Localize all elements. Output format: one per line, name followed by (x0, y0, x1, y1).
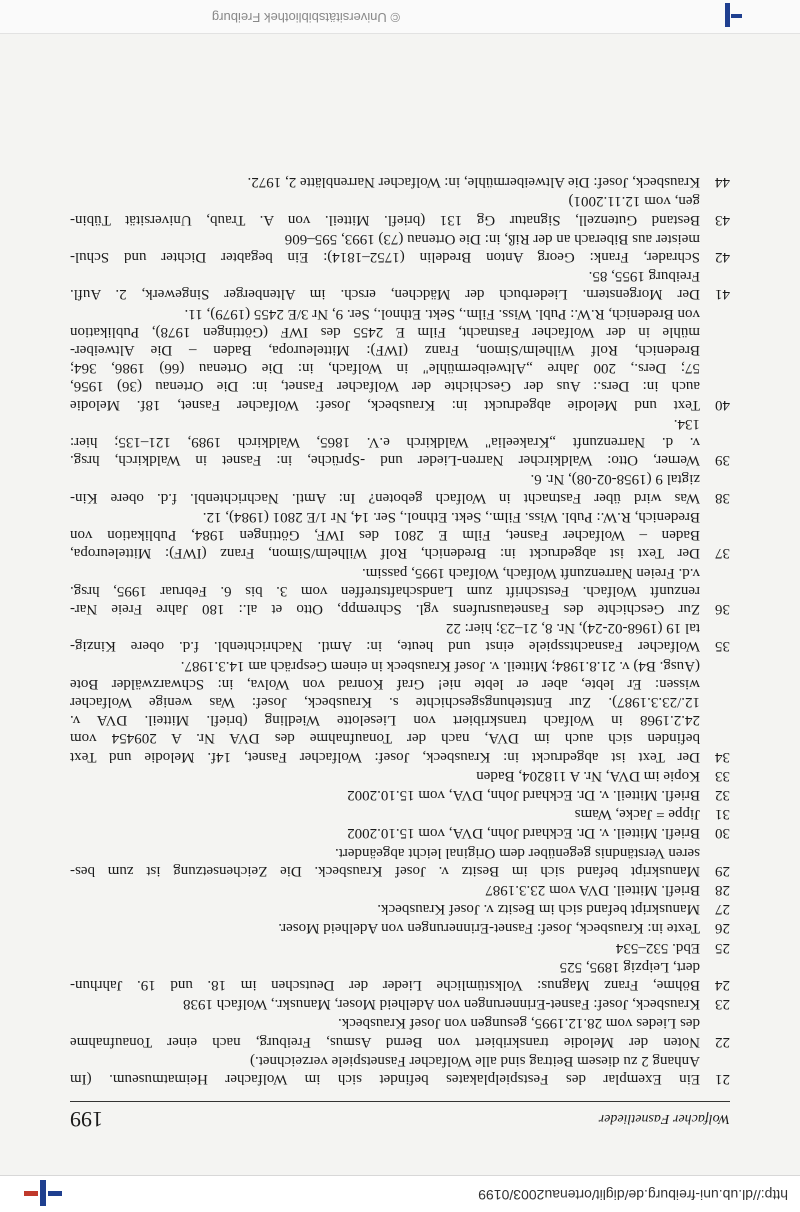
footnote-number: 37 (715, 545, 730, 562)
library-logo-icon (22, 1180, 62, 1206)
viewer-footer-bar (0, 0, 800, 34)
page-number: 199 (70, 1107, 103, 1132)
footnote-line: dert, Leipzig 1895, 525 (559, 958, 700, 975)
footnote (70, 938, 730, 956)
footnote (70, 958, 730, 994)
footnote-number: 38 (715, 489, 730, 506)
footnote-number: 28 (715, 881, 730, 898)
footnote (70, 173, 730, 191)
footnote (70, 415, 730, 470)
footnote-line: Krausbeck, Josef: Die Altweibermühle, in: Wolfacher Narrenblätte 2, 1972. (247, 174, 700, 191)
footnote-line: Bredenich, Rolf Wilhelm/Simon, Franz (IWF): Mitteleuropa, Baden – Die Altweiber- (70, 342, 700, 359)
footnote-number: 44 (715, 174, 730, 191)
footnote-number: 30 (715, 825, 730, 842)
footnote-line: seren Verständnis gegenüber dem Original leicht abgeändert. (334, 844, 700, 861)
running-head (70, 1101, 730, 1132)
copyright-watermark: © Universitätsbibliothek Freiburg (211, 10, 400, 25)
footnote-line: Krausbeck, Josef: Fasnet-Erinnerungen von Adelheid Moser, Manuskr., Wolfach 1938 (183, 996, 700, 1013)
footnote-line: Bestand Gutenzell, Signatur Gg 131 (briefl. Mitteil. von A. Traub, Universität Tübin- (70, 211, 700, 228)
footnote-number: 27 (715, 901, 730, 918)
footnote-line: auch in: Ders.: Aus der Geschichte der Wolfacher Fasnet, in: Die Ortenau (36) 1956, (70, 378, 700, 395)
footnote-number: 43 (715, 211, 730, 228)
footnote-line: Der Text ist abgedruckt in: Bredenich, Rolf Wilhelm/Simon, Franz (IWF): Mitteleuropa, (70, 545, 700, 562)
footnote (70, 619, 730, 655)
footnote-line: Böhme, Franz Magnus: Volkstümliche Lieder der Deutschen im 18. und 19. Jahrhun- (70, 976, 700, 993)
footnote (70, 1014, 730, 1050)
footnote-number: 36 (715, 600, 730, 617)
footnote-line: wissen: Er lebte, aber er lebte nie! Graf Konrad von Wolva, in: Schwarzwälder Bote (70, 675, 700, 692)
footnote (70, 1052, 730, 1088)
footnote-line: Der Morgenstern. Liederbuch der Mädchen, ersch. im Altenberger Singewerk, 2. Aufl. (70, 286, 700, 303)
footnote-line: Ebd. 532–534 (615, 939, 700, 956)
footnote-line: Kopie im DVA, Nr. A 118204, Baden (476, 767, 700, 784)
footnote-number: 33 (715, 767, 730, 784)
footnote-line: v.d. Freien Narrenzunft Wolfach, Wolfach 1995, passim. (361, 564, 700, 581)
footnote-line: Schrader, Frank: Georg Anton Bredelin (1752–1814): Ein begabter Dichter und Schul- (70, 249, 700, 266)
footnote-line: befinden sich auch im DVA, nach der Tonaufnahme des DVA Nr. A 209454 vom (70, 730, 700, 747)
footnote-line: mühle in der Wolfacher Fastnacht, Film E 2455 des IWF (Göttingen 1978), Publikation (70, 323, 700, 340)
library-logo-icon (712, 3, 742, 27)
footnote-number: 22 (715, 1033, 730, 1050)
footnote-line: Texte in: Krausbeck, Josef: Fasnet-Erinnerungen von Adelheid Moser. (278, 920, 700, 937)
footnote-line: des Liedes vom 28.12.1995, gesungen von Josef Krausbeck. (337, 1015, 700, 1032)
footnote-line: Noten der Melodie transkribiert von Bernd Asmus, Freiburg, nach einer Tonaufnahme (70, 1033, 700, 1050)
footnote (70, 508, 730, 563)
footnote-number: 40 (715, 396, 730, 413)
footnote-line: Der Text ist abgedruckt in: Krausbeck, Josef: Wolfacher Fasnet, 14f. Melodie und Text (70, 748, 700, 765)
footnote-line: renzunft Wolfach. Festschrift zum Landschaftstreffen vom 3. bis 6. Februar 1995, hrsg. (70, 582, 700, 599)
footnote-number: 29 (715, 862, 730, 879)
footnote (70, 786, 730, 804)
footnote (70, 267, 730, 303)
footnote-line: Ein Exemplar des Festspielplakates befindet sich im Wolfacher Heimatmuseum. (Im (70, 1071, 700, 1087)
footnote-line: meister aus Biberach an der Riß, in: Die Ortenau (73) 1993, 595–606 (284, 230, 700, 247)
footnote-line: Anhang 2 zu diesem Beitrag sind alle Wolfacher Fasnetspiele verzeichnet.) (249, 1052, 700, 1069)
footnote-line: Jippe = Jacke, Wams (574, 806, 700, 823)
footnote (70, 470, 730, 506)
footnote (70, 919, 730, 937)
footnote-number: 42 (715, 249, 730, 266)
footnote-number: 35 (715, 638, 730, 655)
footnote (70, 995, 730, 1013)
footnote-number: 32 (715, 786, 730, 803)
footnote-number: 31 (715, 806, 730, 823)
footnote (70, 656, 730, 765)
footnote-line: Text und Melodie abgedruckt in: Krausbeck, Josef: Wolfacher Fasnet, 18f. Melodie (70, 396, 700, 413)
footnote-line: Freiburg 1955, 85. (588, 268, 700, 285)
footnote-line: 134. (673, 415, 700, 432)
source-url[interactable]: http://dl.ub.uni-freiburg.de/diglit/ortenau2003/0199 (478, 1187, 788, 1203)
footnote-number: 41 (715, 286, 730, 303)
footnote (70, 824, 730, 842)
footnote-number: 26 (715, 920, 730, 937)
footnote-line: 57; Ders., 200 Jahre „Altweibermühle" in Wolfach, in: Die Ortenau (66) 1986, 364; (70, 360, 700, 377)
footnote-line: gen, vom 12.11.2001) (568, 193, 700, 210)
footnote (70, 230, 730, 266)
footnote-line: Baden – Wolfacher Fasnet, Film E 2801 des IWF, Göttingen 1984, Publikation von (70, 527, 700, 544)
footnote (70, 843, 730, 879)
footnotes-list (70, 172, 730, 1088)
footnote-line: Zur Geschichte des Fasnetausrufens vgl. Schrempp, Otto et al.: 180 Jahre Freie Nar- (70, 600, 700, 617)
footnote-line: Briefl. Mitteil. DVA vom 23.3.1987 (485, 881, 700, 898)
footnote-number: 39 (715, 452, 730, 469)
footnote-line: Manuskript befand sich im Besitz v. Josef Krausbeck. (377, 901, 700, 918)
footnote-line: Was wird über Fastnacht in Wolfach geboten? In: Amtl. Nachrichtenbl. f.d. obere Kin- (70, 489, 700, 506)
footnote-number: 34 (715, 748, 730, 765)
footnote-line: (Ausg. B4) v. 21.8.1984; Mitteil. v. Josef Krausbeck in einem Gespräch am 14.3.1987. (180, 657, 700, 674)
footnote (70, 563, 730, 618)
footnote-line: v. d. Narrenzunft „Krakeelia" Waldkirch e.V. 1865, Waldkirch 1989, 121–135; hier: (70, 434, 700, 451)
footnote-line: zigtal 9 (1958-02-08), Nr. 6. (530, 471, 700, 488)
footnote-line: Briefl. Mitteil. v. Dr. Eckhard John, DVA, vom 15.10.2002 (347, 786, 700, 803)
running-head-title: Wolfacher Fasnetlieder (598, 1111, 730, 1126)
footnote (70, 805, 730, 823)
footnote (70, 304, 730, 413)
footnote-line: Werner, Otto: Waldkircher Narren-Lieder und -Sprüche, in: Fasnet in Waldkirch, hrsg. (70, 452, 700, 469)
footnote-number: 23 (715, 996, 730, 1013)
footnote-number: 24 (715, 976, 730, 993)
footnote (70, 881, 730, 899)
footnote-line: tal 19 (1968-02-24), Nr. 8, 21–23; hier: 22 (445, 620, 700, 637)
footnote-line: 24.2.1968 in Wolfach transkribiert von Lieselotte Wiedling (briefl. Mitteil. DVA v. (70, 712, 700, 729)
footnote-line: Briefl. Mitteil. v. Dr. Eckhard John, DVA, vom 15.10.2002 (347, 825, 700, 842)
footnote (70, 192, 730, 228)
footnote-line: Manuskript befand sich im Besitz v. Josef Krausbeck. Die Zeichensetzung ist zum bes- (70, 862, 700, 879)
footnote (70, 900, 730, 918)
footnote-line: Wolfacher Fasnachtsspiele einst und heute, in: Amtl. Nachrichtenbl. f.d. obere Kinzig- (70, 638, 700, 655)
footnote (70, 767, 730, 785)
footnote-number: 21 (715, 1071, 730, 1087)
footnote-line: 12./23.3.1987). Zur Entstehungsgeschichte s. Krausbeck, Josef: Was wenige Wolfacher (70, 693, 700, 710)
footnote-number: 25 (715, 939, 730, 956)
footnote-line: Bredenich, R.W.: Publ. Wiss. Film., Sekt. Ethnol., Ser. 14, Nr 1/E 2801 (1984), 12. (202, 508, 700, 525)
footnote-line: von Bredenich, R.W.: Publ. Wiss. Film., Sekt. Ethnol., Ser. 9, Nr 3/E 2455 (1979), 11. (184, 305, 700, 322)
viewer-header-bar (0, 1175, 800, 1212)
